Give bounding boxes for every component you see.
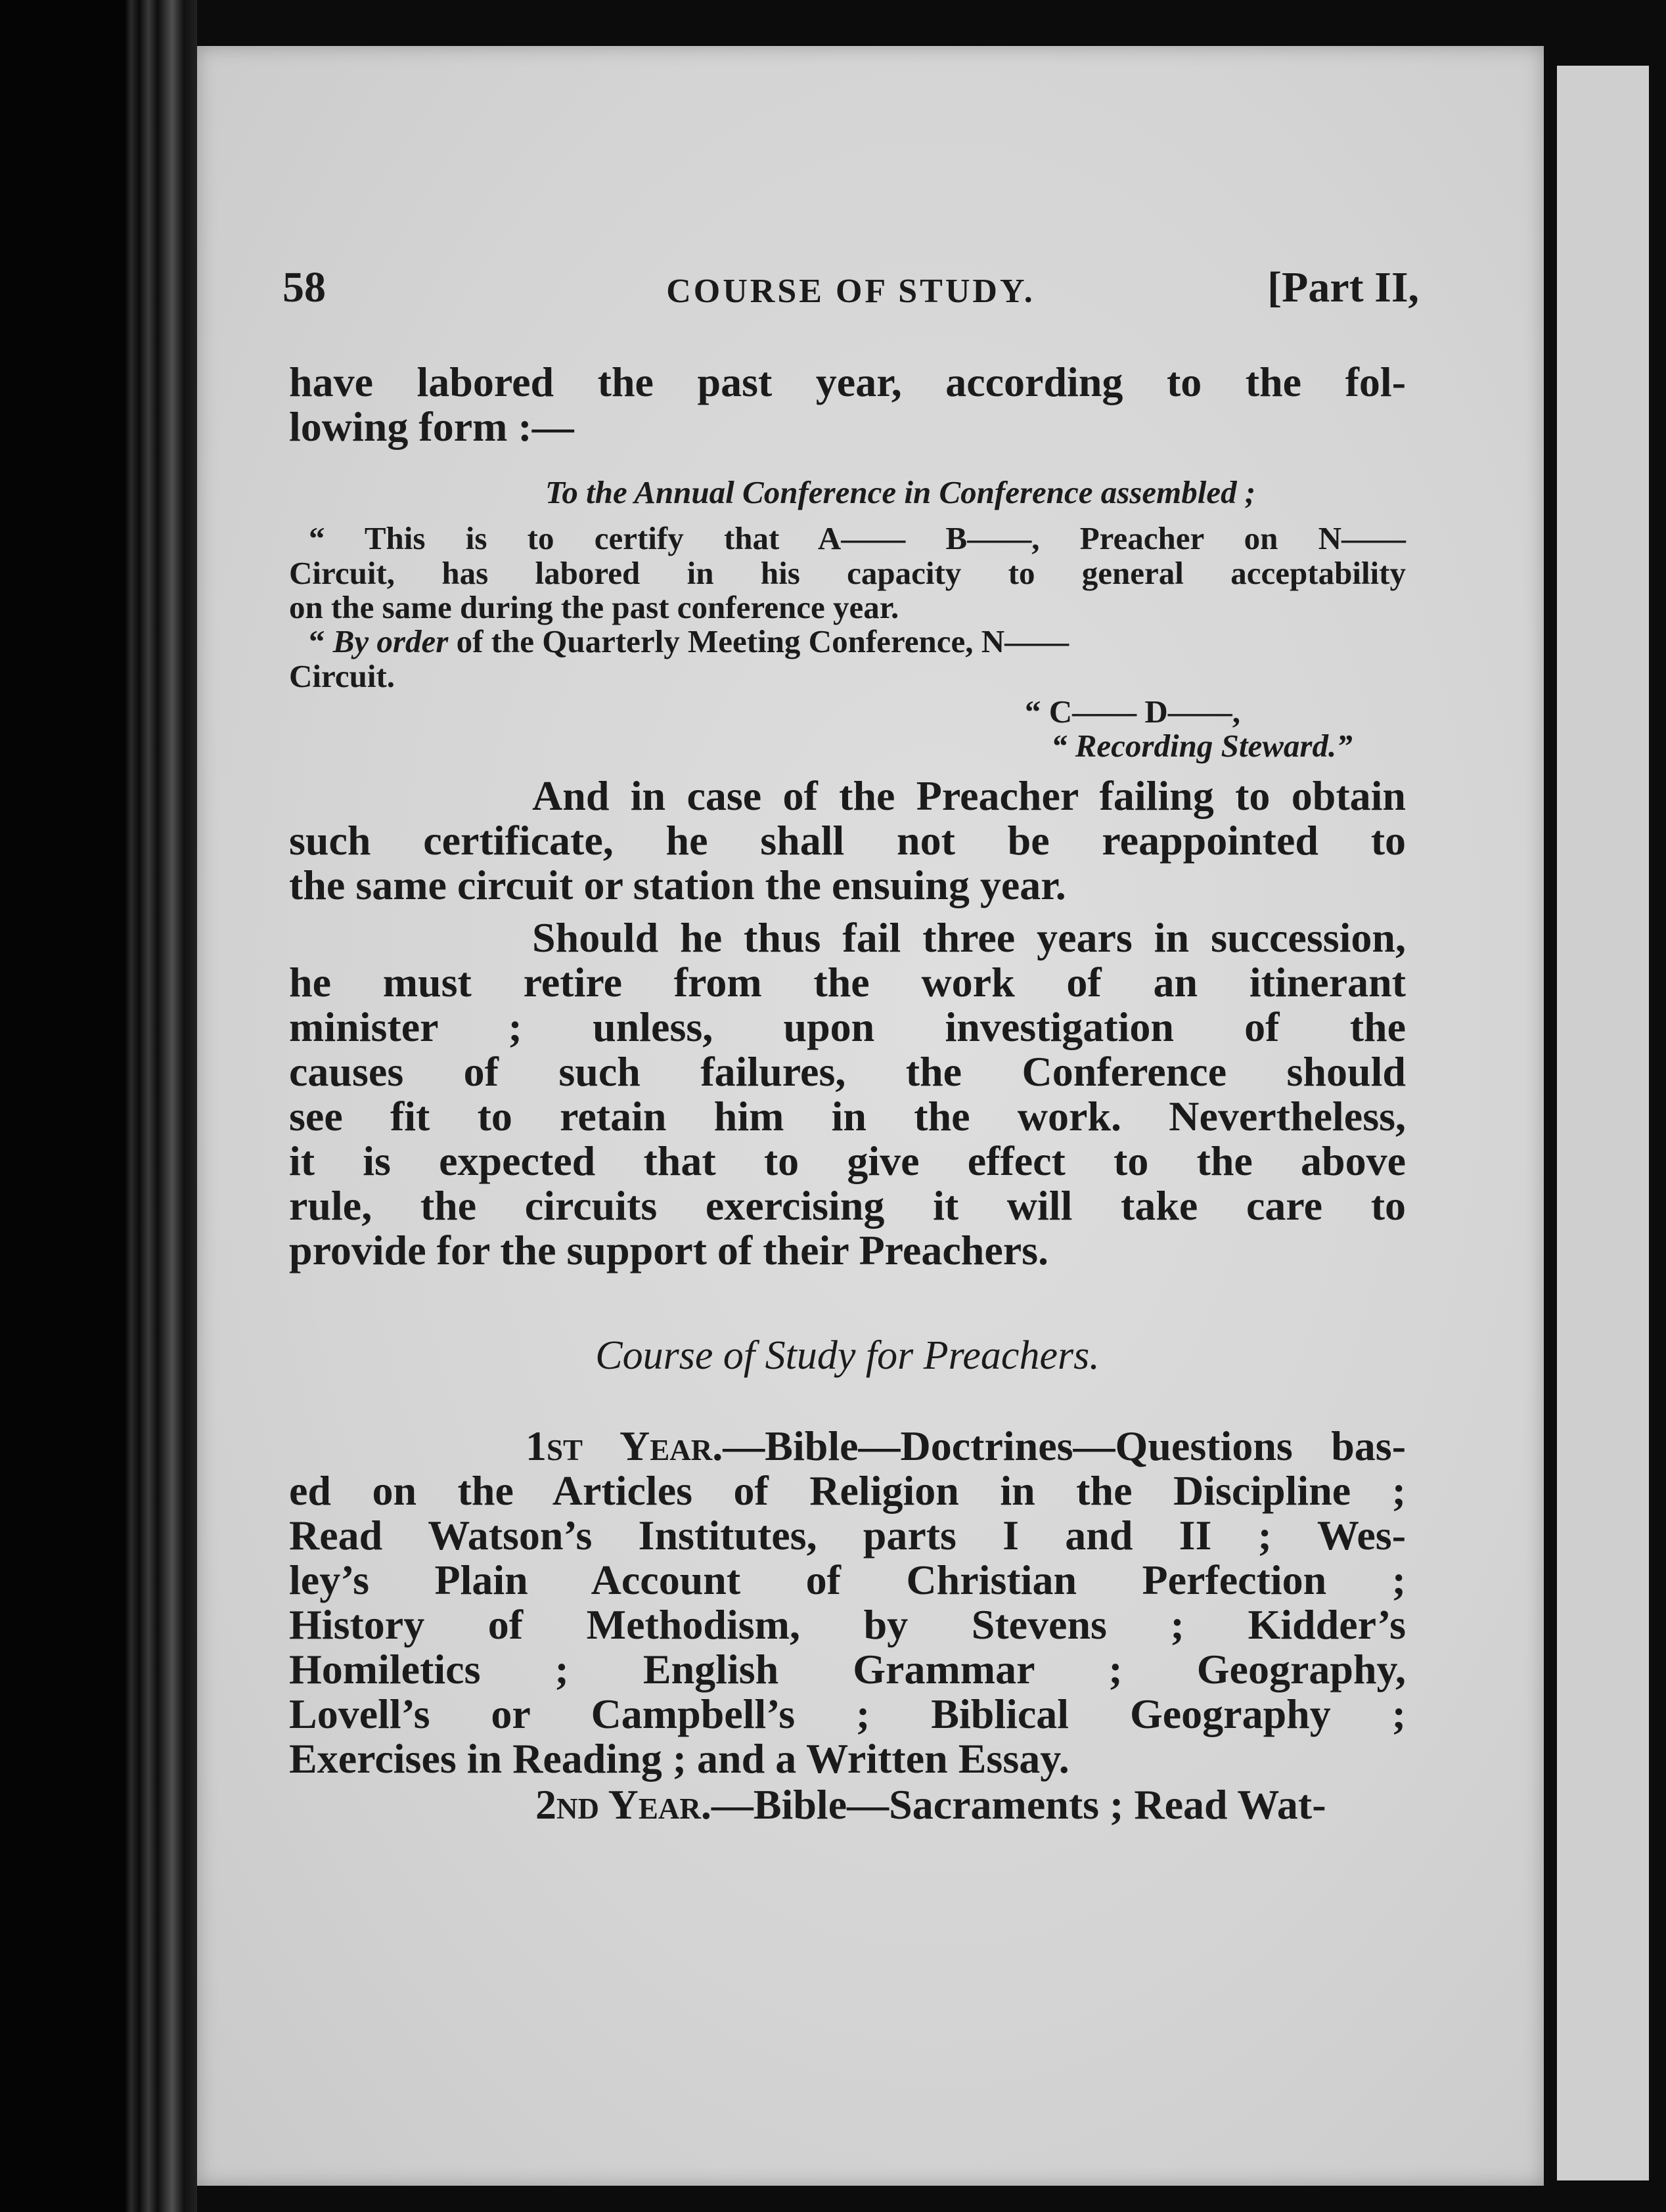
course-line: 1st Year.—Bible—Doctrines—Questions bas- bbox=[526, 1423, 1406, 1469]
intro-line: have labored the past year, according to the fol- bbox=[289, 359, 1406, 405]
course-line: 2nd Year.—Bible—Sacraments ; Read Wat- bbox=[535, 1781, 1326, 1828]
paragraph-line: it is expected that to give effect to the above bbox=[289, 1138, 1406, 1184]
paragraph-line: the same circuit or station the ensuing year. bbox=[289, 862, 1066, 908]
page-number: 58 bbox=[282, 263, 326, 311]
paragraph-line: minister ; unless, upon investigation of the bbox=[289, 1004, 1406, 1050]
course-line: Homiletics ; English Grammar ; Geography, bbox=[289, 1646, 1406, 1692]
part-label: [Part II, bbox=[1267, 263, 1419, 311]
course-line: ley’s Plain Account of Christian Perfection ; bbox=[289, 1557, 1406, 1603]
book-binding-left bbox=[0, 0, 197, 2212]
course-line: ed on the Articles of Religion in the Discipline ; bbox=[289, 1467, 1406, 1514]
running-header bbox=[282, 263, 1419, 322]
certificate-signature: “ C—— D——, bbox=[1025, 694, 1241, 730]
running-title: COURSE OF STUDY. bbox=[666, 273, 1035, 310]
course-line: Lovell’s or Campbell’s ; Biblical Geography ; bbox=[289, 1691, 1406, 1737]
paragraph-line: rule, the circuits exercising it will take care to bbox=[289, 1182, 1406, 1229]
facing-page-edge bbox=[1557, 66, 1649, 2180]
paragraph-line: causes of such failures, the Conference should bbox=[289, 1048, 1406, 1095]
paragraph-line: And in case of the Preacher failing to obtain bbox=[532, 772, 1406, 819]
intro-line: lowing form :— bbox=[289, 403, 574, 450]
certificate-address: To the Annual Conference in Conference assembled ; bbox=[545, 474, 1256, 510]
certificate-line: Circuit. bbox=[289, 658, 395, 694]
course-line: Exercises in Reading ; and a Written Essay. bbox=[289, 1735, 1069, 1782]
certificate-line: “ By order of the Quarterly Meeting Conference, N—— bbox=[309, 623, 1069, 659]
course-line: History of Methodism, by Stevens ; Kidder’s bbox=[289, 1601, 1406, 1648]
certificate-signer-title: “ Recording Steward.” bbox=[1051, 728, 1353, 764]
section-heading: Course of Study for Preachers. bbox=[595, 1333, 1100, 1378]
course-line: Read Watson’s Institutes, parts I and II ; Wes- bbox=[289, 1512, 1406, 1559]
paragraph-line: see fit to retain him in the work. Nevertheless, bbox=[289, 1093, 1406, 1139]
paragraph-line: he must retire from the work of an itinerant bbox=[289, 959, 1406, 1006]
paragraph-line: Should he thus fail three years in succession, bbox=[532, 914, 1406, 961]
paragraph-line: such certificate, he shall not be reappointed to bbox=[289, 817, 1406, 864]
certificate-line: on the same during the past conference year. bbox=[289, 589, 899, 625]
certificate-line: Circuit, has labored in his capacity to general acceptability bbox=[289, 555, 1406, 591]
paragraph-line: provide for the support of their Preachers. bbox=[289, 1227, 1049, 1273]
certificate-line: “ This is to certify that A—— B——, Preacher on N—— bbox=[309, 520, 1406, 556]
